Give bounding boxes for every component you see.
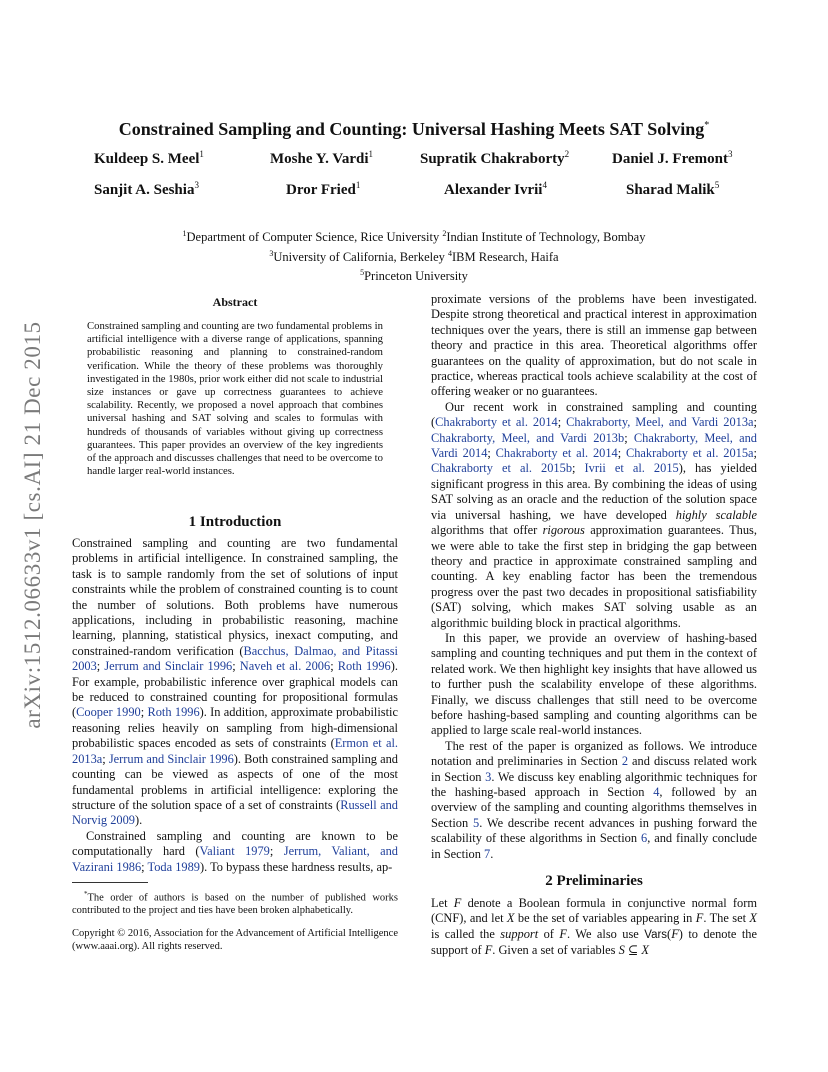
text-run: ). Both constrained sampling and counting can be viewed as aspects of one of the most fundamental problems in artificial intelligence: exploring the structure of the solution space of a set of constraints (	[72, 751, 398, 812]
footnote-author-order	[72, 888, 398, 918]
abstract-body: Constrained sampling and counting are two fundamental problems in artificial intelligence with a diverse range of applications, spanning probabilistic reasoning and planning to constrained-random verification. While the theory of these problems was thoroughly investigated in the 1980s, prior work either did not scale to industrial size instances or gave up correctness guarantees to achieve scalability. Recently, we proposed a novel approach that combines universal hashing and SAT solving and scales to formulas with hundreds of thousands of variables without giving up correctness guarantees. This paper provides an overview of the key ingredients of the approach and discusses challenges that need to be overcome to handle larger real-world instances.	[87, 320, 383, 478]
author-name: Sharad Malik	[626, 182, 715, 198]
math-var: F	[695, 911, 704, 926]
right-paragraph-2: In this paper, we provide an overview of hashing-based sampling and counting techniques and put them in the context of related work. We then highlight key insights that have allowed us to further push the scalability envelope of these algorithms. Finally, we discuss challenges that still need to be overcome before hashing-based sampling and counting algorithms can be applied to large scale real-world instances.	[431, 630, 757, 738]
text-run: is called the	[431, 926, 501, 941]
text-run: ;	[269, 844, 284, 859]
text-run: ;	[330, 659, 338, 674]
citation-link[interactable]: Russell and Norvig 2009	[72, 797, 398, 828]
right-paragraph-3	[431, 739, 757, 862]
affil-text: University of California, Berkeley	[273, 249, 449, 264]
citation-link[interactable]: Jerrum and Sinclair 1996	[108, 751, 234, 766]
author-name: Daniel J. Fremont	[612, 151, 728, 167]
text-run: . We discuss key enabling algorithmic techniques for the hashing-based approach in Section	[431, 769, 757, 799]
paper-title	[70, 119, 758, 140]
citation-link[interactable]: Chakraborty et al. 2014	[495, 446, 618, 461]
text-run: ;	[232, 659, 240, 674]
text-run: ⊆	[624, 943, 642, 958]
arxiv-stamp-text: arXiv:1512.06633v1 [cs.AI] 21 Dec 2015	[20, 321, 45, 729]
footnote-text: The order of authors is based on the number of published works contributed to the project and ties have been broken alphabetically.	[72, 892, 398, 917]
author-affil-mark: 5	[714, 180, 720, 190]
title-footnote-mark: *	[704, 120, 710, 131]
affil-mark: 4	[448, 248, 453, 258]
text-run: algorithms that offer	[431, 523, 543, 538]
author-affil-mark: 3	[727, 149, 733, 159]
footnote-mark: *	[84, 890, 88, 898]
affil-mark: 2	[442, 229, 447, 238]
section-heading-preliminaries: 2 Preliminaries	[545, 873, 643, 889]
section-ref-link[interactable]: 2	[621, 754, 629, 769]
text-run: Constrained sampling and counting are known to be computationally hard (	[72, 828, 398, 859]
section-ref-link[interactable]: 6	[641, 831, 648, 846]
emphasis: highly scalable	[675, 507, 757, 522]
text-run: ;	[753, 415, 757, 430]
author-name: Moshe Y. Vardi	[270, 151, 369, 167]
prelim-paragraph-1	[431, 896, 757, 959]
citation-link[interactable]: Chakraborty et al. 2015b	[431, 461, 573, 476]
author-affil-mark: 4	[542, 180, 547, 190]
citation-link[interactable]: Roth 1996	[147, 705, 200, 720]
citation-link[interactable]: Jerrum and Sinclair 1996	[104, 659, 233, 674]
citation-link[interactable]: Ermon et al. 2013a	[72, 736, 399, 766]
author-affil-mark: 2	[564, 149, 570, 159]
text-run: . We describe recent advances in pushing forward the scalability of these algorithms in Section	[431, 815, 757, 846]
author-name: Dror Fried	[286, 182, 356, 198]
affil-mark: 5	[360, 268, 365, 278]
section-ref-link[interactable]: 5	[472, 815, 480, 830]
affil-text: Department of Computer Science, Rice University	[186, 230, 443, 245]
author-1	[94, 149, 204, 168]
author-name: Supratik Chakraborty	[420, 151, 565, 167]
affil-text: IBM Research, Haifa	[452, 249, 559, 264]
author-name: Alexander Ivrii	[444, 182, 543, 198]
author-2	[270, 149, 373, 168]
text-run: ) to denote the support of	[431, 926, 757, 958]
math-var: X	[749, 911, 757, 926]
right-paragraph-1	[431, 400, 757, 631]
author-6	[286, 180, 360, 199]
math-var: F	[484, 943, 493, 958]
section-ref-link[interactable]: 7	[484, 846, 491, 861]
right-column-body	[431, 292, 757, 862]
author-3	[420, 149, 569, 168]
author-name: Sanjit A. Seshia	[94, 182, 195, 198]
text-run: Let	[431, 896, 454, 910]
affil-text: Princeton University	[364, 269, 468, 284]
text-run: ;	[102, 751, 109, 766]
emphasis: rigorous	[542, 523, 585, 538]
text-run: ;	[624, 430, 634, 445]
text-run: approximation guarantees. Thus, we were able to take the first step in bridging the gap between theory and practice in approximate constrained sampling and counting. A key enabling factor has been the tremendous progress over the past two decades in propositional satisfiability (SAT) solving, which makes SAT solving usable as an algorithmic building block in practical algorithms.	[431, 523, 757, 630]
citation-link[interactable]: Bacchus, Dalmao, and Pitassi 2003	[72, 643, 398, 674]
text-run: ). For example, probabilistic inference over graphical models can be reduced to constrained counting for propositional formulas (	[72, 659, 398, 720]
author-affil-mark: 1	[199, 149, 204, 159]
author-5	[94, 180, 199, 199]
text-run: . The set	[703, 911, 750, 926]
citation-link[interactable]: Chakraborty, Meel, and Vardi 2014	[431, 430, 757, 461]
author-affil-mark: 1	[355, 180, 361, 190]
section-ref-link[interactable]: 4	[653, 785, 660, 799]
text-run: ;	[557, 415, 567, 430]
intro-paragraph-2	[72, 829, 398, 875]
right-paragraph-0: proximate versions of the problems have been investigated. Despite strong theoretical and practical interest in approximation techniques over the years, there is still an immense gap between theory and practice in this area. Theoretical algorithms offer guarantees on the quality of approximation, but do not scale in practice, whereas practical tools achieve scalability at the cost of offering weaker or no guarantees.	[431, 292, 757, 399]
text-run: and discuss related work in Section	[431, 754, 758, 784]
citation-link[interactable]: Valiant 1979	[199, 844, 270, 859]
text-run: be the set of variables appearing in	[514, 911, 696, 926]
affiliations	[100, 226, 728, 285]
arxiv-stamp	[14, 290, 54, 760]
intro-paragraph-1	[72, 536, 398, 829]
text-run: . Given a set of variables	[492, 943, 619, 958]
text-run: ;	[753, 446, 757, 461]
citation-link[interactable]: Chakraborty et al. 2015a	[625, 446, 754, 461]
text-run: (	[667, 926, 672, 941]
affil-text: Indian Institute of Technology, Bombay	[446, 230, 646, 245]
text-run: ). To bypass these hardness results, ap-	[199, 859, 393, 874]
citation-link[interactable]: Chakraborty et al. 2014	[435, 415, 558, 430]
text-run: of	[538, 926, 560, 941]
citation-link[interactable]: Ivrii et al. 2015	[584, 461, 679, 476]
math-var: F	[453, 896, 462, 910]
text-run: ;	[487, 446, 496, 461]
citation-link[interactable]: Naveh et al. 2006	[239, 659, 331, 674]
text-run: ), has yielded significant progress in this area. By combining the ideas of using SAT solving as an oracle and the reduction of the solution space via universal hashing, we have developed	[431, 461, 758, 522]
text-run: .	[490, 846, 494, 861]
author-affil-mark: 1	[368, 149, 373, 159]
text-run: ;	[617, 446, 626, 461]
text-run: ;	[141, 859, 148, 874]
math-var: S	[618, 943, 625, 958]
affiliation-line-3	[100, 265, 728, 285]
text-run: ).	[134, 813, 143, 828]
footnote-divider	[72, 882, 148, 883]
text-run: . We also use	[566, 926, 645, 941]
text-run: The rest of the paper is organized as follows. We introduce notation and preliminaries in Section	[431, 738, 757, 769]
text-run: ). In addition, approximate probabilistic reasoning relies heavily on sampling from high-dimensional probabilistic spaces encoded as sets of constraints (	[72, 705, 398, 751]
footnote-copyright: Copyright © 2016, Association for the Advancement of Artificial Intelligence (www.aaai.org). All rights reserved.	[72, 928, 398, 952]
introduction-body	[72, 536, 398, 875]
affil-mark: 1	[182, 229, 187, 238]
text-run: Constrained sampling and counting are two fundamental problems in artificial intelligence. In constrained sampling, the task is to sample randomly from the set of solutions of input constraints while the problem of constrained counting is to count the number of solutions. Both problems have numerous applications, including in probabilistic reasoning, machine learning, planning, statistical physics, inexact computing, and constrained-random verification (	[72, 536, 398, 658]
math-var: X	[641, 943, 649, 958]
affil-mark: 3	[269, 248, 274, 258]
citation-link[interactable]: Roth 1996	[337, 659, 391, 674]
citation-link[interactable]: Toda 1989	[147, 859, 200, 874]
math-function: Vars	[644, 928, 668, 941]
math-var: X	[506, 911, 515, 926]
citation-link[interactable]: Jerrum, Valiant, and Vazirani 1986	[72, 844, 399, 874]
text-run: Our recent work in constrained sampling and counting (	[431, 399, 757, 430]
author-4	[612, 149, 732, 168]
affiliation-line-1	[100, 226, 728, 246]
author-affil-mark: 3	[194, 180, 199, 190]
math-var: F	[559, 926, 567, 941]
citation-link[interactable]: Chakraborty, Meel, and Vardi 2013a	[566, 415, 754, 430]
abstract-heading: Abstract	[212, 295, 258, 309]
text-run: ;	[572, 461, 585, 476]
paper-title-text: Constrained Sampling and Counting: Universal Hashing Meets SAT Solving	[118, 119, 705, 139]
section-ref-link[interactable]: 3	[485, 769, 492, 784]
affiliation-line-2	[100, 246, 728, 266]
text-run: ;	[96, 659, 105, 674]
section-heading-introduction: 1 Introduction	[188, 514, 282, 530]
text-run: ;	[140, 705, 148, 720]
author-7	[444, 180, 547, 199]
preliminaries-body	[431, 896, 757, 959]
emphasis: support	[500, 926, 539, 941]
text-run: , and finally conclude in Section	[431, 831, 757, 861]
author-name: Kuldeep S. Meel	[94, 151, 200, 167]
text-run: denote a Boolean formula in conjunctive normal form (CNF), and let	[431, 896, 757, 926]
citation-link[interactable]: Cooper 1990	[76, 705, 141, 720]
author-8	[626, 180, 719, 199]
math-var: F	[671, 926, 679, 941]
text-run: , followed by an overview of the sampling and counting algorithms themselves in Section	[431, 785, 757, 830]
citation-link[interactable]: Chakraborty, Meel, and Vardi 2013b	[431, 430, 625, 445]
